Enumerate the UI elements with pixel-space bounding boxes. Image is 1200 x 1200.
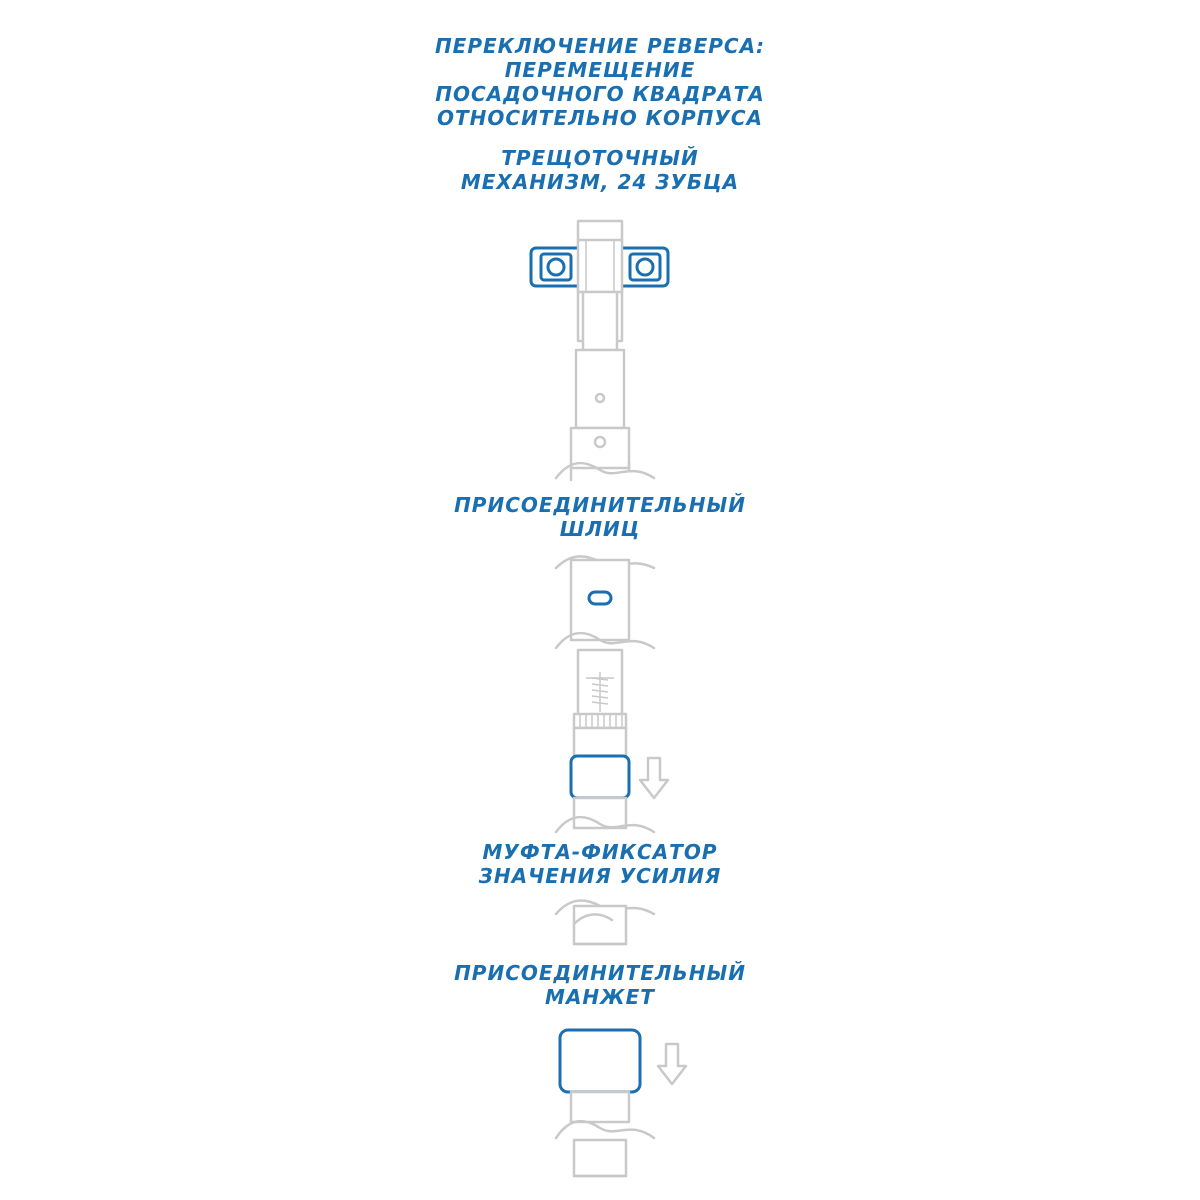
lock-label-line-2: ЗНАЧЕНИЯ УСИЛИЯ xyxy=(478,864,722,888)
ratchet-head-illustration xyxy=(531,221,668,480)
reverse-label-line-2: ПЕРЕМЕЩЕНИЕ xyxy=(504,58,696,82)
ratchet-label-line-2: МЕХАНИЗМ, 24 ЗУБЦА xyxy=(460,170,740,194)
reverse-label-line-1: ПЕРЕКЛЮЧЕНИЕ РЕВЕРСА: xyxy=(434,34,766,58)
cuff-illustration xyxy=(556,1030,686,1176)
connecting-cuff-label xyxy=(0,961,1200,1009)
lock-sleeve-label xyxy=(0,840,1200,888)
connecting-spline-label xyxy=(0,493,1200,541)
cuff-label-line-1: ПРИСОЕДИНИТЕЛЬНЫЙ xyxy=(454,961,746,985)
cuff-label-line-2: МАНЖЕТ xyxy=(545,985,655,1009)
ratchet-mechanism-label xyxy=(0,146,1200,194)
spline-illustration xyxy=(556,556,668,832)
lock-label-line-1: МУФТА-ФИКСАТОР xyxy=(482,840,718,864)
ratchet-label-line-1: ТРЕЩОТОЧНЫЙ xyxy=(501,146,699,170)
reverse-label-line-3: ПОСАДОЧНОГО КВАДРАТА xyxy=(435,82,765,106)
spline-label-line-1: ПРИСОЕДИНИТЕЛЬНЫЙ xyxy=(454,493,746,517)
lock-sleeve-illustration xyxy=(556,900,654,944)
spline-label-line-2: ШЛИЦ xyxy=(559,517,641,541)
reverse-label-line-4: ОТНОСИТЕЛЬНО КОРПУСА xyxy=(437,106,763,130)
reverse-switch-label xyxy=(0,34,1200,130)
